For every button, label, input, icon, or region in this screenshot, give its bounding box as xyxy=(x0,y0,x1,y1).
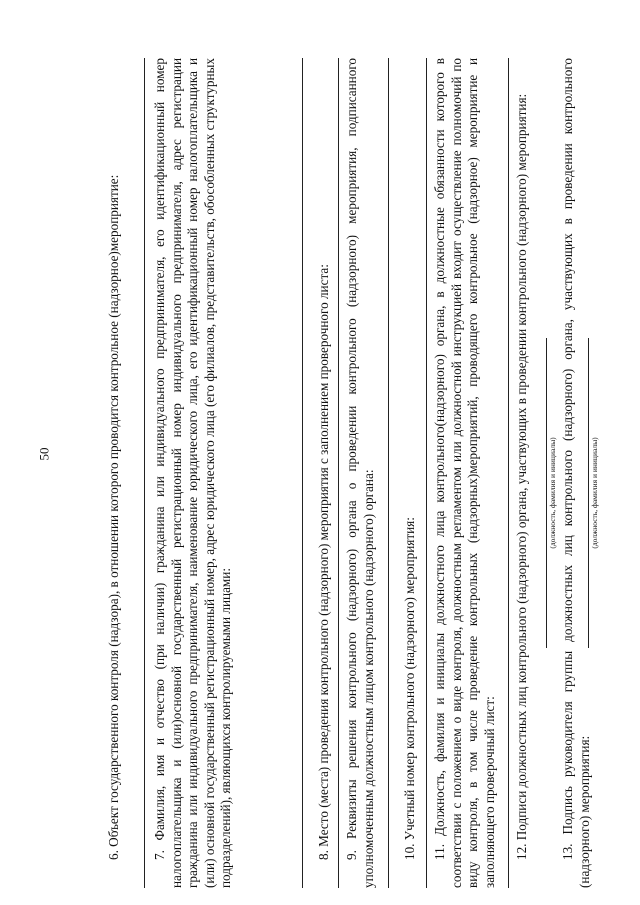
item-11: 11. Должность, фамилия и инициалы должностного лица контрольного(надзорного) органа, в должностные обязанности которого в соответствии с положением о виде контроля, должностным регламентом или должностной инструкцией входит осуществление полномочий по виду контроля, в том числе проведение контрольных (надзорных)мероприятий, проводящего контрольное (надзорное) мероприятие и заполняющего проверочный лист: xyxy=(432,58,497,888)
item-13: 13. Подпись руководителя группы должностных лиц контрольного (надзорного) органа, участвующих в проведении контрольного (надзорного) мероприятия: xyxy=(560,58,592,888)
item-7: 7. Фамилия, имя и отчество (при наличии) гражданина или индивидуального предпринимателя, его идентификационный номер налогоплательщика и (или)основной государственный регистрационный номер индивидуального предпринимателя, адрес регистрации гражданина или индивидуального предпринимателя, наименование юридического лица, его идентификационный номер налогоплательщика и (или) основной государственный регистрационный номер, адрес юридического лица (его филиалов, представительств, обособленных структурных подразделений), являющихся контролируемыми лицами: xyxy=(152,58,233,888)
item-6: 6. Объект государственного контроля (надзора), в отношении которого проводится контрольное (надзорное)мероприятие: xyxy=(106,174,121,860)
item-11-line xyxy=(508,58,509,888)
item-7-line xyxy=(302,58,303,888)
page-number: 50 xyxy=(36,447,52,461)
item-6-line xyxy=(144,58,145,888)
item-10: 10. Учетный номер контрольного (надзорного) мероприятия: xyxy=(402,517,417,860)
item-12-signature-line xyxy=(546,338,547,648)
item-10-line xyxy=(426,58,427,888)
item-9: 9. Реквизиты решения контрольного (надзорного) органа о проведении контрольного (надзорного) мероприятия, подписанного уполномоченным должностным лицом контрольного (надзорного) органа: xyxy=(344,58,376,888)
item-9-line xyxy=(388,58,389,888)
item-12: 12. Подписи должностных лиц контрольного (надзорного) органа, участвующих в проведении контрольного (надзорного) мероприятия: xyxy=(514,93,529,860)
item-13-caption: (должность, фамилия и инициалы) xyxy=(590,437,599,549)
item-13-signature-line xyxy=(588,338,589,648)
item-8-line xyxy=(338,58,339,888)
item-12-caption: (должность, фамилия и инициалы) xyxy=(548,437,557,549)
item-8: 8. Место (места) проведения контрольного (надзорного) мероприятия с заполнением проверочного листа: xyxy=(316,264,331,860)
form-content xyxy=(102,58,599,888)
